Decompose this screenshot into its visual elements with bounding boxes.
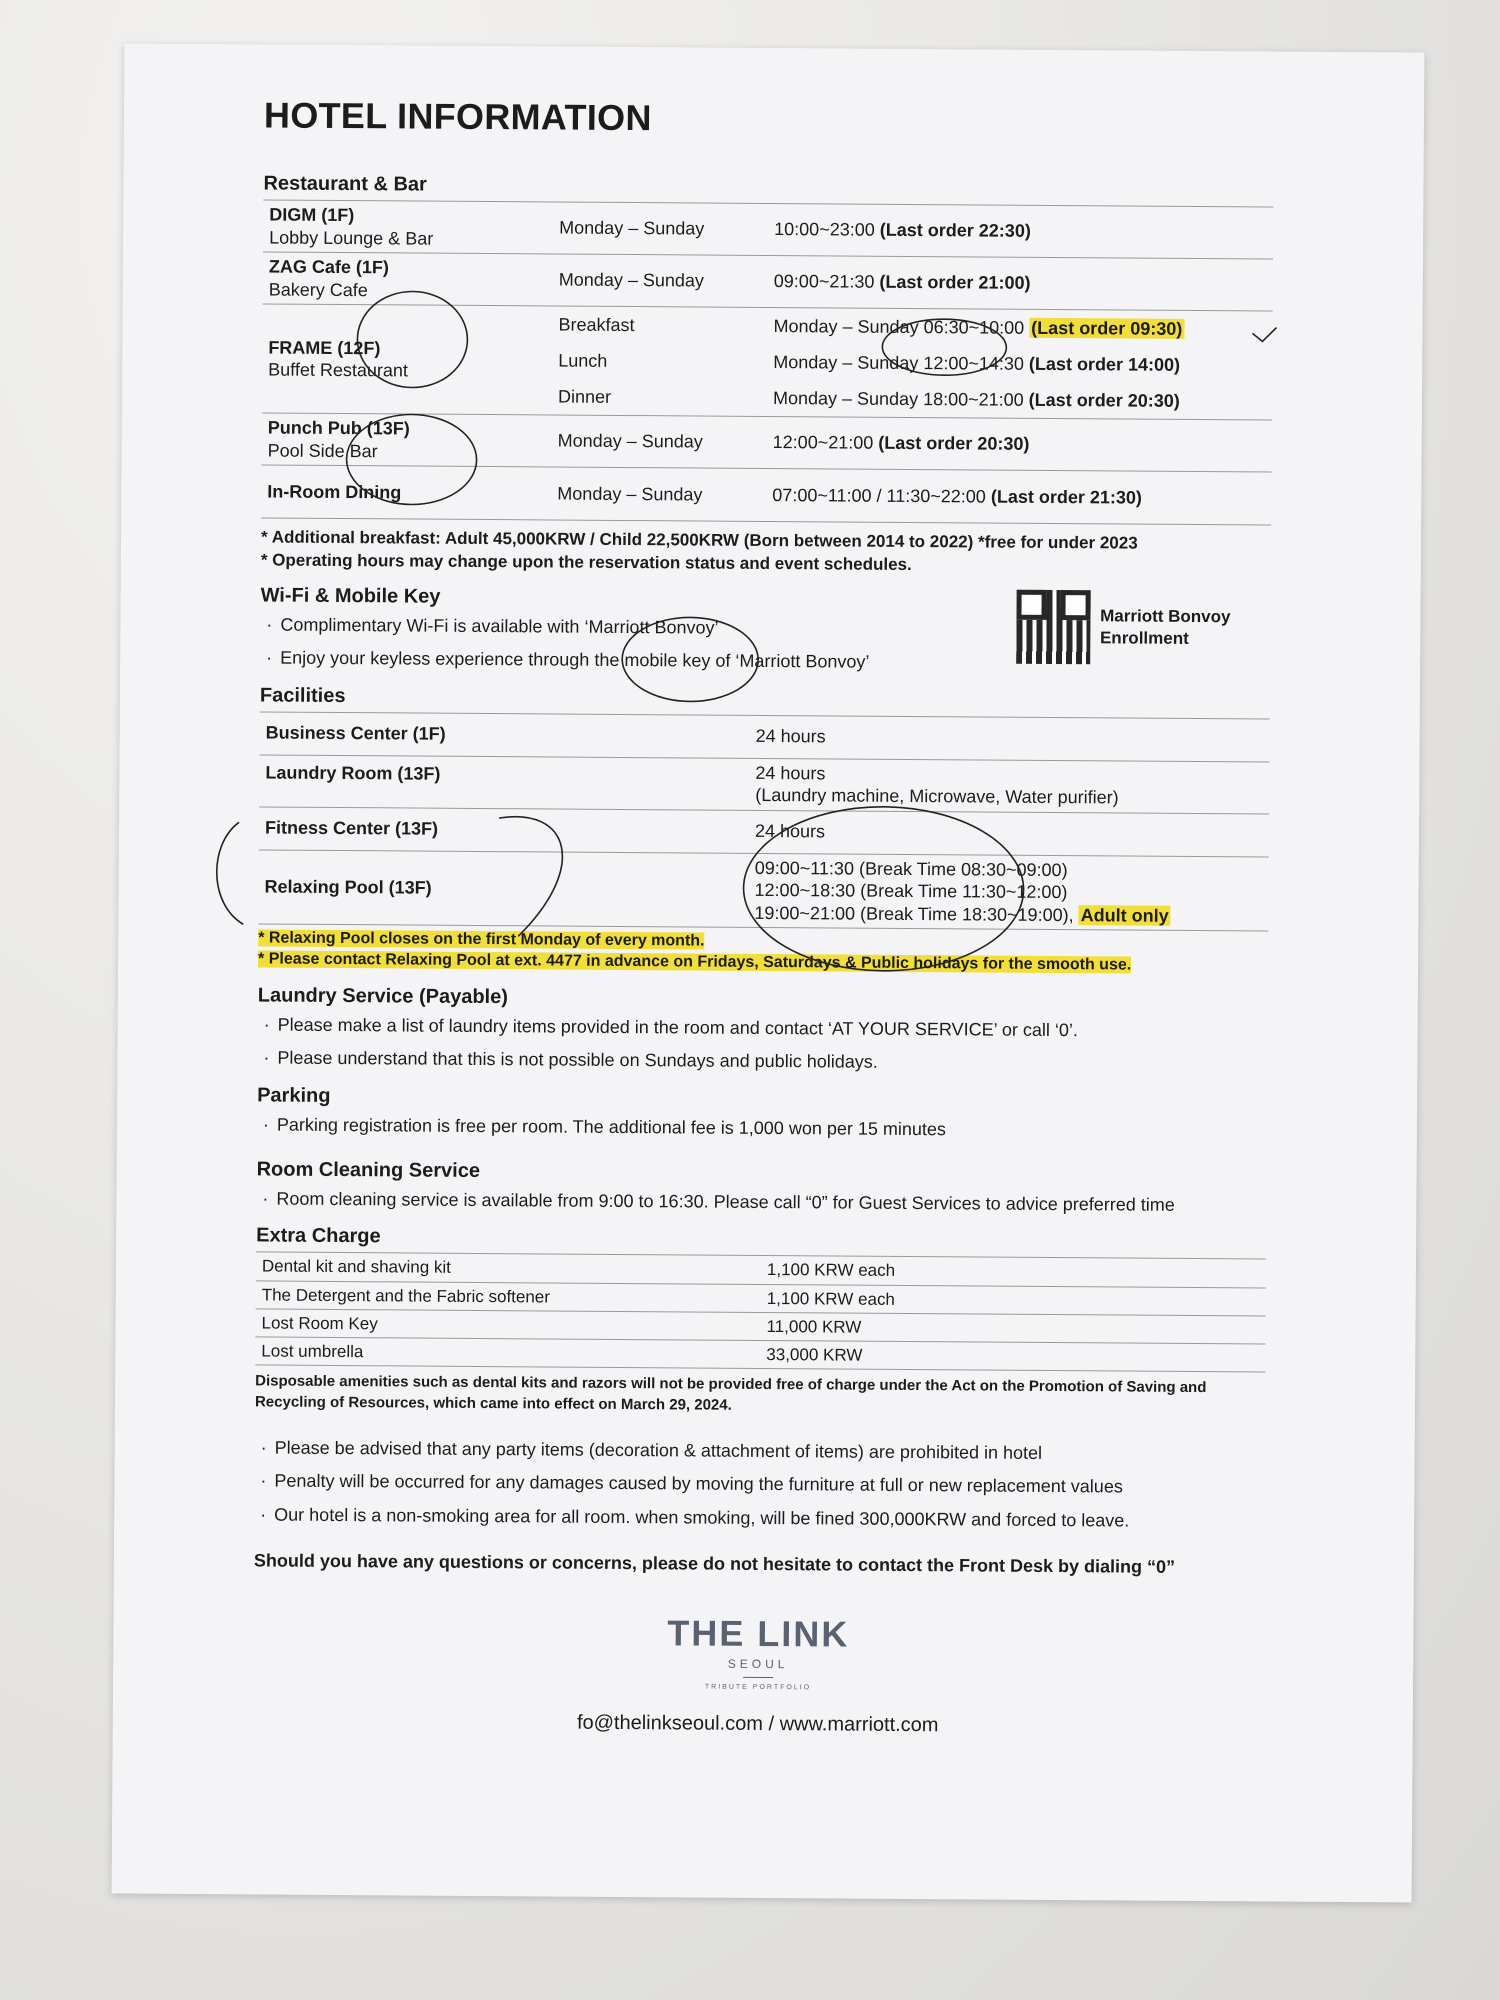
venue-time: 09:00~21:30 [773,271,875,292]
meal-label: Dinner [557,386,612,407]
pool-hours-1: 09:00~11:30 (Break Time 08:30~09:00) [754,857,1068,880]
qr-label-line1: Marriott Bonvoy [1100,606,1231,627]
venue-time: 12:00~21:00 [772,432,874,453]
rule-line: · Penalty will be occurred for any damages caused by moving the furniture at full or new replacement values [260,1470,1264,1500]
logo-divider [743,1677,773,1678]
sheet-content [253,94,1274,1739]
qr-label-line2: Enrollment [1099,628,1189,648]
wifi-section [260,584,1271,677]
venue-sub: Buffet Restaurant [268,359,409,381]
extra-price: 1,100 KRW each [761,1284,1266,1316]
table-row [259,755,1269,814]
extra-price: 1,100 KRW each [761,1256,1266,1288]
venue-name: ZAG Cafe (1F) [268,256,390,278]
hotel-info-sheet [112,43,1425,1902]
pen-bracket-left [216,822,244,924]
table-row [258,850,1268,932]
pool-notes [258,929,1268,978]
adult-only-badge: Adult only [1080,904,1169,926]
venue-sub: Bakery Cafe [268,278,368,300]
venue-last-order: (Last order 21:00) [879,272,1031,294]
extra-charge-table [255,1252,1266,1373]
contact-line: fo@thelinkseoul.com / www.marriott.com [576,1711,939,1737]
facility-hours: 24 hours [749,810,1269,857]
venue-last-order: (Last order 20:30) [878,433,1030,455]
meal-time: Monday – Sunday 06:30~10:00 [773,315,1025,338]
facility-hours: 24 hours [755,762,826,784]
laundry-service-heading: Laundry Service (Payable) [257,984,509,1008]
extra-item: The Detergent and the Fabric softener [256,1280,761,1312]
cleaning-line: · Room cleaning service is available from 9:00 to 16:30. Please call “0” for Guest Services to advice preferred time [262,1187,1266,1217]
facility-name: Business Center (1F) [260,712,750,758]
venue-sub: Pool Side Bar [267,439,378,461]
venue-time: 07:00~11:00 / 11:30~22:00 [772,484,986,507]
pool-hours-3: 19:00~21:00 (Break Time 18:30~19:00), [754,902,1074,925]
pool-hours-2: 12:00~18:30 (Break Time 11:30~12:00) [754,880,1068,903]
venue-name: In-Room Dining [267,481,402,503]
table-row [255,1337,1265,1372]
venue-last-order: (Last order 21:30) [990,486,1143,508]
rule-line: · Please be advised that any party items (decoration & attachment of items) are prohibited in hotel [261,1436,1265,1466]
table-row [259,807,1269,857]
meal-last-order: (Last order 20:30) [1028,389,1180,411]
hours-note: * Operating hours may change upon the reservation status and event schedules. [260,550,912,574]
venue-name: Punch Pub (13F) [267,417,410,439]
facility-detail: (Laundry machine, Microwave, Water purifier) [755,785,1119,808]
restaurant-notes [261,526,1271,579]
facility-name: Fitness Center (13F) [259,807,749,853]
table-row [261,465,1271,525]
extra-charge-heading: Extra Charge [256,1224,381,1248]
mobile-key-line: · Enjoy your keyless experience through the mobile key of ‘Marriott Bonvoy’ [266,647,1270,677]
facilities-table [258,711,1269,932]
meal-last-order: (Last order 14:00) [1028,353,1181,375]
rule-line: · Our hotel is a non-smoking area for all room. when smoking, will be fined 300,000KRW and forced to leave. [260,1503,1264,1533]
restaurant-table [261,199,1273,525]
facility-hours: 24 hours [750,715,1270,762]
parking-line: · Parking registration is free per room. The additional fee is 1,000 won per 15 minutes [263,1113,1267,1143]
wifi-line: · Complimentary Wi-Fi is available with ‘Marriott Bonvoy’ [266,613,1270,643]
table-row [262,413,1272,472]
page-title: HOTEL INFORMATION [263,94,652,139]
logo-sub: SEOUL [727,1656,789,1672]
laundry-service-line: · Please make a list of laundry items provided in the room and contact ‘AT YOUR SERVICE’ or call ‘0’. [264,1013,1268,1043]
facility-name: Laundry Room (13F) [259,755,749,810]
breakfast-note: * Additional breakfast: Adult 45,000KRW / Child 22,500KRW (Born between 2014 to 2022) *free for under 2023 [260,527,1138,553]
venue-name: DIGM (1F) [269,204,355,226]
extra-item: Dental kit and shaving kit [256,1252,761,1284]
table-row [263,200,1273,259]
hotel-logo [253,1609,1264,1694]
extra-item: Lost Room Key [255,1309,760,1341]
table-row [260,712,1270,762]
facilities-heading: Facilities [259,684,346,707]
meal-time: Monday – Sunday 18:00~21:00 [772,387,1024,410]
qr-code-icon[interactable] [1016,590,1091,665]
venue-last-order: (Last order 22:30) [879,220,1031,242]
meal-label: Breakfast [552,306,767,344]
extra-price: 33,000 KRW [760,1341,1265,1373]
venue-days: Monday – Sunday [551,467,766,521]
cleaning-heading: Room Cleaning Service [256,1158,481,1182]
amenities-note: Disposable amenities such as dental kits and razors will not be provided free of charge under the Act on the Promotion of Saving and Recycling of Resources, which came into effect on March 29, 2024. [254,1372,1207,1414]
venue-name: FRAME (12F) [268,336,381,358]
table-row [263,252,1273,311]
meal-last-order-highlight: (Last order 09:30) [1031,317,1183,339]
venue-time: 10:00~23:00 [774,219,875,240]
laundry-service-line: · Please understand that this is not possible on Sundays and public holidays. [263,1047,1267,1077]
wifi-heading: Wi-Fi & Mobile Key [260,584,441,608]
table-row [262,304,1272,348]
meal-label: Lunch [558,350,608,371]
venue-sub: Lobby Lounge & Bar [269,226,434,249]
facility-name: Relaxing Pool (13F) [258,850,749,928]
pool-contact-note: * Please contact Relaxing Pool at ext. 4477 in advance on Fridays, Saturdays & Public holidays for the smooth use. [258,950,1132,974]
closing-message: Should you have any questions or concerns, please do not hesitate to contact the Front Desk by dialing “0” [253,1550,1176,1577]
meal-time: Monday – Sunday 12:00~14:30 [773,351,1025,374]
restaurant-heading: Restaurant & Bar [263,172,427,196]
pool-closure-note: * Relaxing Pool closes on the first Monday of every month. [258,929,705,950]
logo-tag: TRIBUTE PORTFOLIO [704,1683,812,1692]
qr-enrollment [1016,590,1231,665]
parking-heading: Parking [257,1083,331,1107]
logo-main: THE LINK [667,1612,850,1655]
extra-item: Lost umbrella [255,1337,760,1369]
extra-price: 11,000 KRW [760,1312,1265,1344]
venue-days: Monday – Sunday [553,254,768,307]
venue-days: Monday – Sunday [552,415,767,468]
venue-days: Monday – Sunday [553,202,768,255]
